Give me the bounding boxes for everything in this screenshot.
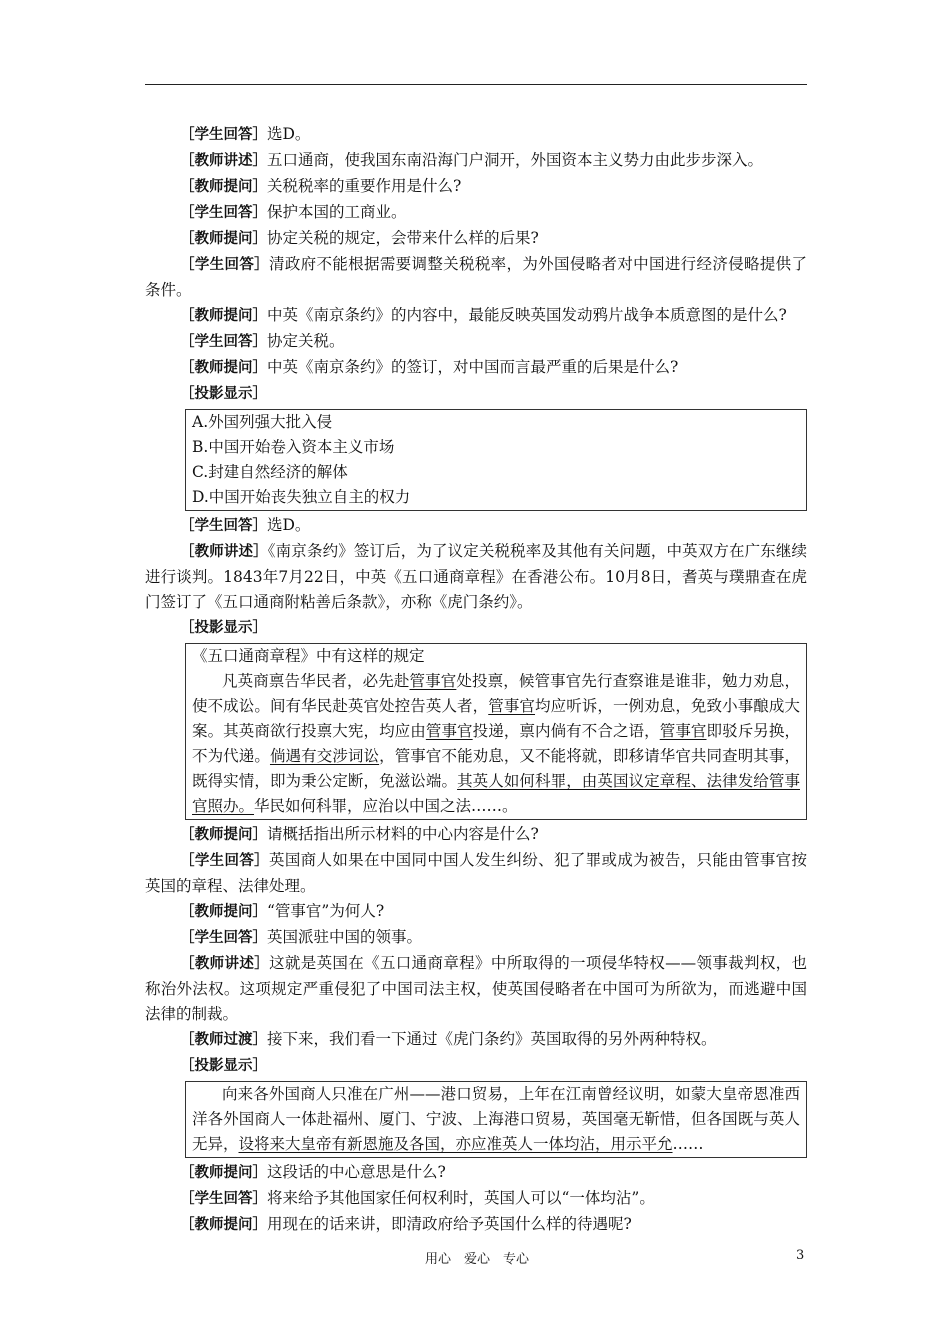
lesson-content bbox=[145, 122, 807, 1238]
dialogue-block-5 bbox=[145, 1027, 807, 1079]
dialogue-line bbox=[145, 615, 807, 641]
quote-text: 处投禀，候管事官先行查察谁是谁非，勉力劝息，使不成讼。间有华民赴英官处控告英人者， bbox=[192, 672, 800, 715]
speaker-tag: ［学生回答］ bbox=[180, 1191, 267, 1207]
speaker-tag: ［教师提问］ bbox=[180, 360, 267, 376]
speaker-tag: ［教师提问］ bbox=[180, 827, 267, 843]
speaker-tag: ［学生回答］ bbox=[180, 334, 267, 350]
dialogue-text: 这就是英国在《五口通商章程》中所取得的一项侵华特权——领事裁判权，也称治外法权。这项规定严重侵犯了中国司法主权，使英国侵略者在中国可为所欲为，而逃避中国法律的制裁。 bbox=[145, 954, 807, 1023]
quote-paragraph bbox=[192, 669, 800, 819]
speaker-tag: ［教师提问］ bbox=[180, 231, 267, 247]
page-number: 3 bbox=[796, 1248, 805, 1263]
speaker-tag: ［教师讲述］ bbox=[180, 956, 270, 972]
underlined-text: 管事官 bbox=[488, 697, 536, 715]
underlined-text: 管事官 bbox=[425, 722, 473, 740]
quote-text: …… bbox=[672, 1135, 704, 1153]
speaker-tag: ［教师提问］ bbox=[180, 308, 267, 324]
speaker-tag: ［学生回答］ bbox=[180, 518, 267, 534]
dialogue-text: 英国商人如果在中国同中国人发生纠纷、犯了罪或成为被告，只能由管事官按英国的章程、法律处理。 bbox=[145, 851, 807, 895]
dialogue-line bbox=[145, 381, 807, 407]
quote-text: 均应听诉，一例劝息，免致小事酿成大案。其英商欲行投禀大宪，均应由 bbox=[192, 697, 800, 740]
projection-box-treaty bbox=[185, 1081, 807, 1158]
dialogue-block-4 bbox=[145, 899, 807, 951]
dialogue-text: 选D。 bbox=[267, 516, 311, 534]
speaker-tag: ［学生回答］ bbox=[180, 127, 267, 143]
dialogue-text: 协定关税的规定，会带来什么样的后果? bbox=[267, 229, 539, 247]
underlined-text: 设将来大皇帝有新恩施及各国，亦应准英人一体均沾，用示平允 bbox=[238, 1135, 673, 1153]
option-item: A.外国列强大批入侵 bbox=[192, 413, 333, 431]
dialogue-line bbox=[145, 226, 807, 252]
dialogue-block-3 bbox=[145, 822, 807, 848]
dialogue-line bbox=[145, 355, 807, 381]
speaker-tag: ［教师提问］ bbox=[180, 1217, 267, 1233]
underlined-text: 其英人如何科罪，由英国议定章程、法律发给管事官照办。 bbox=[192, 772, 800, 815]
dialogue-line bbox=[145, 1053, 807, 1079]
speaker-tag: ［教师讲述］ bbox=[180, 544, 268, 560]
option-item: B.中国开始卷入资本主义市场 bbox=[192, 438, 395, 456]
dialogue-block-6 bbox=[145, 1160, 807, 1238]
dialogue-line bbox=[145, 148, 807, 174]
speaker-tag: ［学生回答］ bbox=[180, 257, 269, 273]
speaker-tag: ［学生回答］ bbox=[180, 930, 267, 946]
dialogue-paragraph bbox=[145, 951, 807, 1027]
dialogue-line bbox=[145, 899, 807, 925]
dialogue-text: 接下来，我们看一下通过《虎门条约》英国取得的另外两种特权。 bbox=[267, 1030, 717, 1048]
dialogue-text: 英国派驻中国的领事。 bbox=[267, 928, 423, 946]
dialogue-paragraph bbox=[145, 252, 807, 303]
dialogue-text: 中英《南京条约》的内容中，最能反映英国发动鸦片战争本质意图的是什么? bbox=[267, 306, 787, 324]
footer-motto: 用心 爱心 专心 bbox=[425, 1252, 530, 1267]
speaker-tag: ［投影显示］ bbox=[180, 386, 267, 402]
dialogue-text: 关税税率的重要作用是什么? bbox=[267, 177, 462, 195]
dialogue-line bbox=[145, 513, 807, 539]
projection-box-options bbox=[185, 409, 807, 511]
dialogue-line bbox=[145, 1160, 807, 1186]
dialogue-paragraph bbox=[145, 848, 807, 899]
dialogue-text: 用现在的话来讲，即清政府给予英国什么样的待遇呢? bbox=[267, 1215, 632, 1233]
dialogue-line bbox=[145, 122, 807, 148]
dialogue-line bbox=[145, 1027, 807, 1053]
dialogue-line bbox=[145, 1212, 807, 1238]
quote-text: ，管事官不能劝息，又不能将就，即移请华官共同查明其事，既得实情，即为秉公定断，免滋讼端。 bbox=[192, 747, 800, 790]
dialogue-text: 选D。 bbox=[267, 125, 311, 143]
option-item: D.中国开始丧失独立自主的权力 bbox=[192, 488, 411, 506]
underlined-text: 倘遇有交涉词讼 bbox=[269, 747, 380, 765]
dialogue-text: 将来给予其他国家任何权利时，英国人可以“一体均沾”。 bbox=[267, 1189, 655, 1207]
dialogue-line bbox=[145, 1186, 807, 1212]
speaker-tag: ［投影显示］ bbox=[180, 1058, 267, 1074]
quote-heading: 《五口通商章程》中有这样的规定 bbox=[192, 647, 425, 665]
dialogue-block-2 bbox=[145, 303, 807, 407]
dialogue-line bbox=[145, 174, 807, 200]
speaker-tag: ［教师提问］ bbox=[180, 179, 267, 195]
dialogue-text: 《南京条约》签订后，为了议定关税税率及其他有关问题，中英双方在广东继续进行谈判。1843年7月22日，中英《五口通商章程》在香港公布。10月8日，耆英与璞鼎查在虎门签订了《五口通商附粘善后条款》，亦称《虎门条约》。 bbox=[145, 542, 807, 611]
speaker-tag: ［教师讲述］ bbox=[180, 153, 267, 169]
dialogue-text: 保护本国的工商业。 bbox=[267, 203, 407, 221]
dialogue-text: “管事官”为何人? bbox=[267, 902, 385, 920]
speaker-tag: ［学生回答］ bbox=[180, 205, 267, 221]
quote-text: 华民如何科罪，应治以中国之法……。 bbox=[254, 797, 518, 815]
speaker-tag: ［教师提问］ bbox=[180, 904, 267, 920]
dialogue-text: 五口通商，使我国东南沿海门户洞开，外国资本主义势力由此步步深入。 bbox=[267, 151, 764, 169]
quote-text: 即驳斥另换，不为代递。 bbox=[192, 722, 800, 765]
speaker-tag: ［投影显示］ bbox=[180, 620, 267, 636]
option-item: C.封建自然经济的解体 bbox=[192, 463, 348, 481]
speaker-tag: ［学生回答］ bbox=[180, 853, 269, 869]
dialogue-line bbox=[145, 200, 807, 226]
dialogue-line bbox=[145, 925, 807, 951]
dialogue-line bbox=[145, 329, 807, 355]
projection-box-regulations bbox=[185, 643, 807, 820]
quote-text: 投递，禀内倘有不合之语， bbox=[472, 722, 660, 740]
quote-text: 凡英商禀告华民者，必先赴 bbox=[222, 672, 410, 690]
quote-text: 向来各外国商人只准在广州——港口贸易，上年在江南曾经议明，如蒙大皇帝恩准西洋各外国商人一体赴福州、厦门、宁波、上海港口贸易，英国毫无靳惜，但各国既与英人无异， bbox=[192, 1085, 800, 1153]
header-rule bbox=[145, 84, 807, 85]
quote-paragraph bbox=[192, 1082, 800, 1157]
dialogue-text: 清政府不能根据需要调整关税税率，为外国侵略者对中国进行经济侵略提供了条件。 bbox=[145, 255, 807, 299]
speaker-tag: ［教师提问］ bbox=[180, 1165, 267, 1181]
underlined-text: 管事官 bbox=[659, 722, 707, 740]
dialogue-text: 协定关税。 bbox=[267, 332, 345, 350]
dialogue-text: 请概括指出所示材料的中心内容是什么? bbox=[267, 825, 539, 843]
dialogue-paragraph bbox=[145, 539, 807, 615]
dialogue-text: 中英《南京条约》的签订，对中国而言最严重的后果是什么? bbox=[267, 358, 679, 376]
dialogue-text: 这段话的中心意思是什么? bbox=[267, 1163, 446, 1181]
dialogue-line bbox=[145, 303, 807, 329]
speaker-tag: ［教师过渡］ bbox=[180, 1032, 267, 1048]
underlined-text: 管事官 bbox=[409, 672, 457, 690]
dialogue-line bbox=[145, 822, 807, 848]
dialogue-block-1 bbox=[145, 122, 807, 252]
